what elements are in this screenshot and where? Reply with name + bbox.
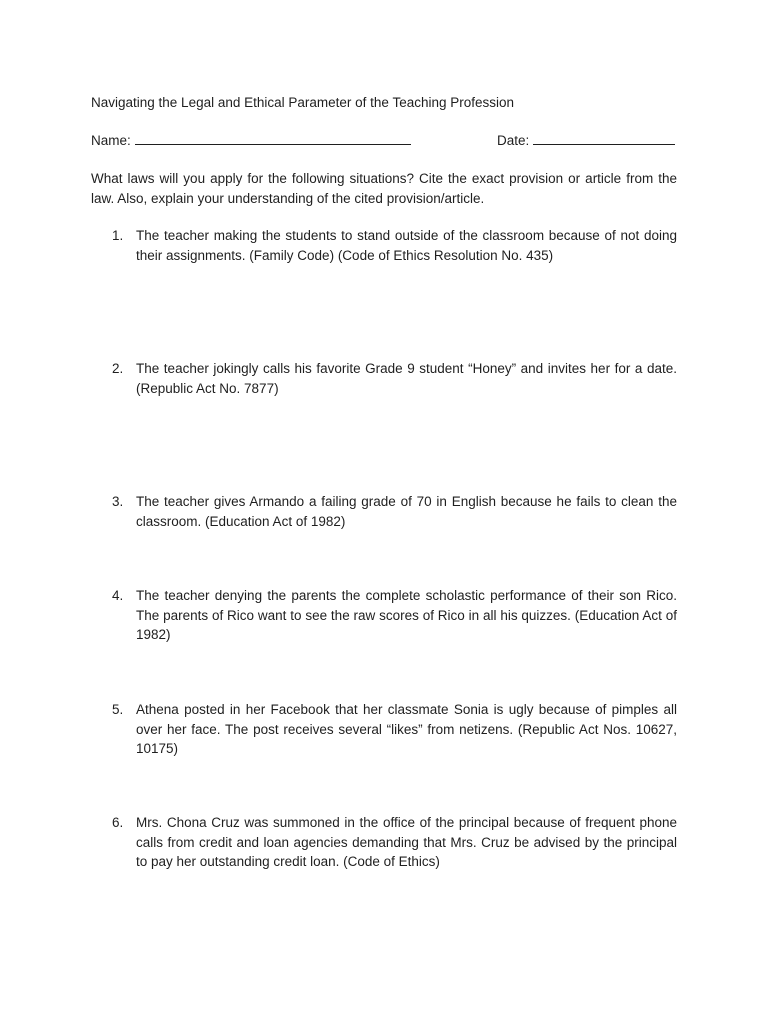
name-label: Name: [91, 133, 131, 148]
question-number: 6. [112, 815, 124, 830]
question-number: 1. [112, 228, 124, 243]
document-title: Navigating the Legal and Ethical Parameter of the Teaching Profession [91, 95, 515, 110]
date-blank-line[interactable] [533, 132, 675, 145]
instructions-paragraph: What laws will you apply for the following situations? Cite the exact provision or article from the law. Also, explain your understanding of the cited provision/article. [91, 171, 677, 206]
question-number: 5. [112, 702, 124, 717]
question-text: The teacher jokingly calls his favorite Grade 9 student “Honey” and invites her for a date. (Republic Act No. 7877) [136, 361, 677, 396]
name-blank-line[interactable] [135, 132, 411, 145]
question-text: Athena posted in her Facebook that her classmate Sonia is ugly because of pimples all over her face. The post receives several “likes” from netizens. (Republic Act Nos. 10627, 10175) [136, 702, 677, 756]
question-text: The teacher gives Armando a failing grade of 70 in English because he fails to clean the classroom. (Education Act of 1982) [136, 494, 677, 529]
date-label: Date: [497, 133, 530, 148]
question-number: 3. [112, 494, 124, 509]
question-number: 4. [112, 588, 124, 603]
date-field [497, 132, 675, 150]
question-text: The teacher denying the parents the complete scholastic performance of their son Rico. The parents of Rico want to see the raw scores of Rico in all his quizzes. (Education Act of 1982) [136, 588, 677, 642]
name-field [91, 132, 411, 150]
question-text: The teacher making the students to stand outside of the classroom because of not doing their assignments. (Family Code) (Code of Ethics Resolution No. 435) [136, 228, 677, 263]
question-text: Mrs. Chona Cruz was summoned in the office of the principal because of frequent phone calls from credit and loan agencies demanding that Mrs. Cruz be advised by the principal to pay her outstanding credit loan. (Code of Ethics) [136, 815, 677, 869]
question-number: 2. [112, 361, 124, 376]
